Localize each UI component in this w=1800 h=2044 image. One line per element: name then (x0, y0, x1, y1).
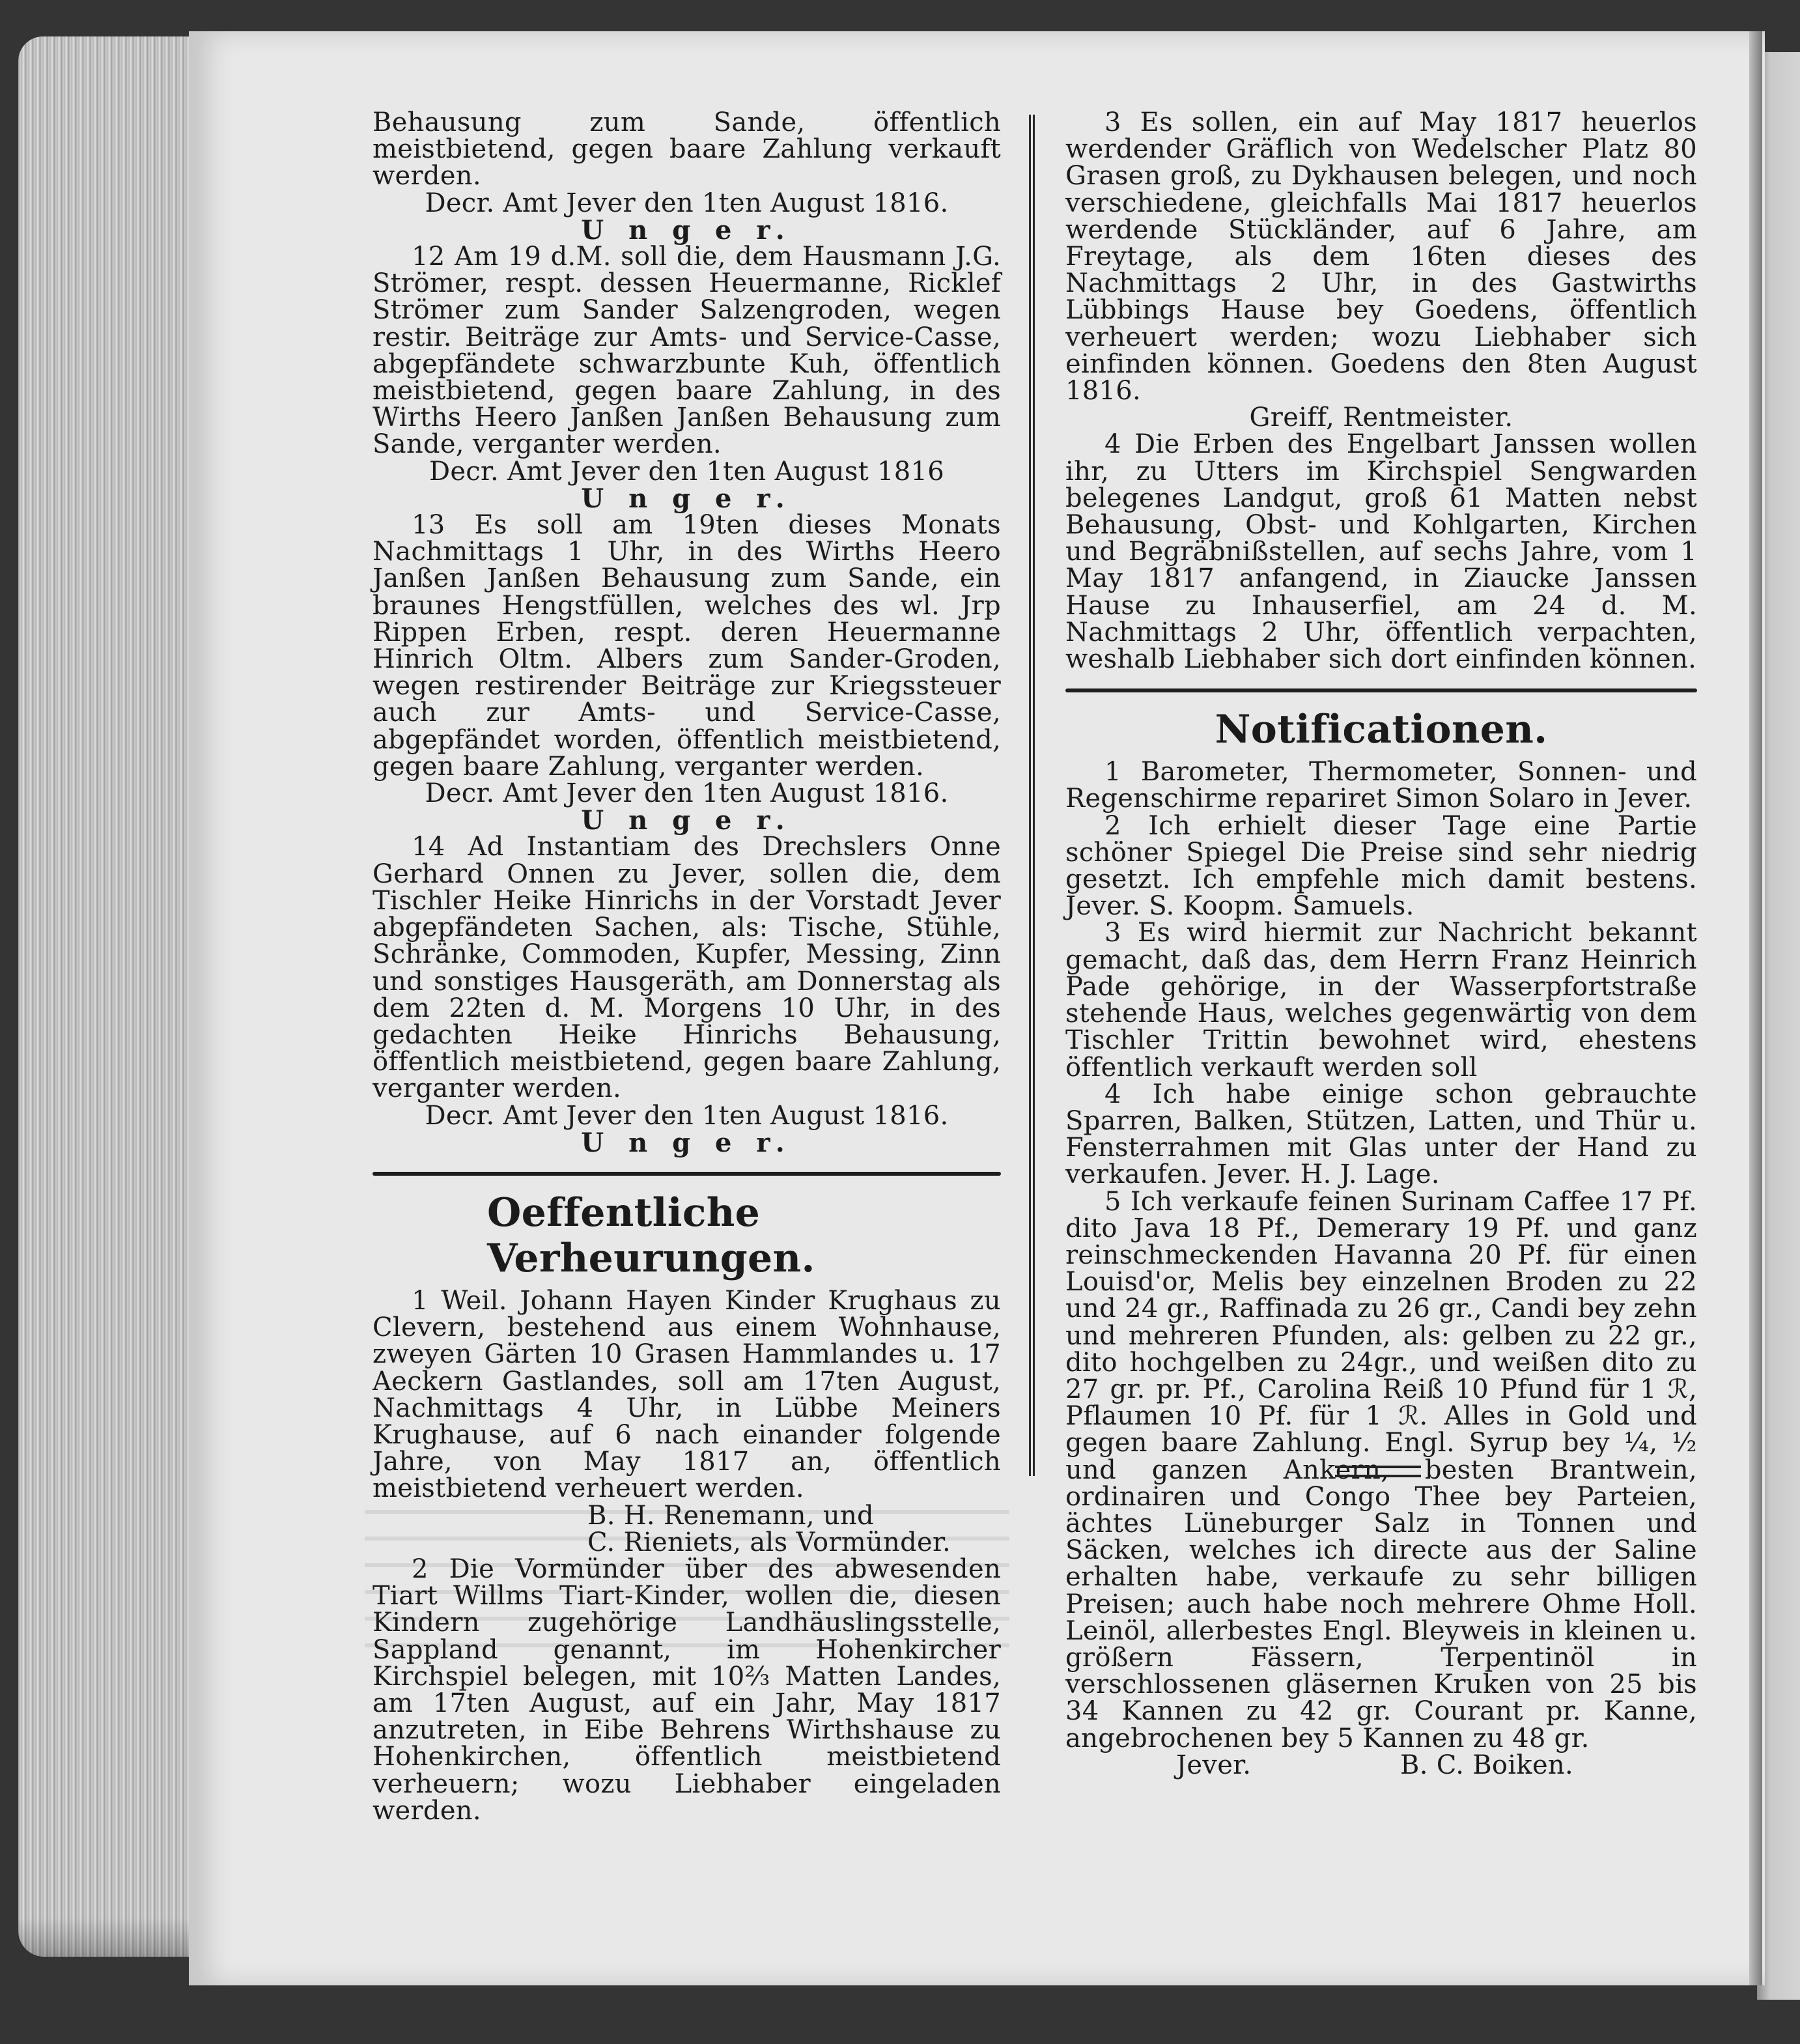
notice-paragraph: 4 Ich habe einige schon gebrauchte Sparren, Balken, Stützen, Latten, und Thür u. Fensterrahmen mit Glas unter der Hand zu verkaufen. Jever. H. J. Lage. (1065, 1079, 1697, 1190)
book-page-edges (18, 36, 214, 1957)
notice-paragraph: 4 Die Erben des Engelbart Janssen wollen ihr, zu Utters im Kirchspiel Sengwarden belegenes Landgut, groß 61 Matten nebst Behausung, Obst- und Kohlgarten, Kirchen und Begräbnißstellen, auf sechs Jahre, vom 1 May 1817 anfangend, in Ziaucke Janssen Hause zu Inhauserfiel, am 24 d. M. Nachmittags 2 Uhr, öffentlich verpachten, weshalb Liebhaber sich dort einfinden können. (1065, 429, 1697, 675)
column-divider (1029, 115, 1035, 1476)
section-heading: Notificationen. (1215, 707, 1548, 753)
notice-paragraph: Behausung zum Sande, öffentlich meistbietend, gegen baare Zahlung verkauft werden. (373, 107, 1001, 192)
signature: B. C. Boiken. (1400, 1750, 1573, 1780)
section-heading: Oeffentliche Verheurungen. (487, 1189, 815, 1281)
signature: C. Rieniets, als Vormünder. (587, 1527, 951, 1557)
place-name: Jever. (1176, 1750, 1252, 1780)
notice-paragraph: 2 Die Vormünder über des abwesenden Tiart Willms Tiart-Kinder, wollen die, diesen Kindern zugehörige Landhäuslingsstelle, Sappland genannt, im Hohenkircher Kirchspiel belegen, mit 10⅔ Matten Landes, am 17ten August, auf ein Jahr, May 1817 anzutreten, in Eibe Behrens Wirthshause zu Hohenkirchen, öffentlich meistbietend verheuern; wozu Liebhaber eingeladen werden. (373, 1554, 1001, 1826)
notice-paragraph: 3 Es wird hiermit zur Nachricht bekannt gemacht, daß das, dem Herrn Franz Heinrich Pade gehörige, in der Wasserpfortstraße stehende Haus, welches gegenwärtig von dem Tischler Trittin bewohnet wird, ehestens öffentlich verkauft werden soll (1065, 918, 1697, 1083)
signature-line (1065, 1752, 1697, 1779)
end-rule (1335, 1466, 1421, 1477)
section-rule (373, 1172, 1001, 1176)
notice-paragraph: 1 Weil. Johann Hayen Kinder Krughaus zu Clevern, bestehend aus einem Wohnhause, zweyen Gärten 10 Grasen Hammlandes u. 17 Aeckern Gastlandes, soll am 17ten August, Nachmittags 4 Uhr, in Lübbe Meiners Krughause, auf 6 nach einander folgende Jahre, von May 1817 an, öffentlich meistbietend verheuert werden. (373, 1285, 1001, 1504)
decree-date: Decr. Amt Jever den 1ten August 1816 (429, 456, 945, 487)
notice-paragraph: 3 Es sollen, ein auf May 1817 heuerlos werdender Gräflich von Wedelscher Platz 80 Grasen groß, zu Dykhausen belegen, und noch verschiedene, gleichfalls Mai 1817 heuerlos werdende Stückländer, auf 6 Jahre, am Freytage, als dem 16ten dieses des Nachmittags 2 Uhr, in des Gastwirths Lübbings Hause bey Goedens, öffentlich verheuert werden; wozu Liebhaber sich einfinden können. Goedens den 8ten August 1816. (1065, 107, 1697, 406)
gutter-shadow (1749, 31, 1762, 1985)
notice-paragraph: 2 Ich erhielt dieser Tage eine Partie schöner Spiegel Die Preise sind sehr niedrig gesetzt. Ich empfehle mich damit bestens. Jever. S. Koopm. Samuels. (1065, 810, 1697, 922)
section-rule (1065, 688, 1697, 692)
decree-date: Decr. Amt Jever den 1ten August 1816. (425, 778, 949, 809)
notice-paragraph: 14 Ad Instantiam des Drechslers Onne Gerhard Onnen zu Jever, sollen die, dem Tischler Heike Hinrichs in der Vorstadt Jever abgepfändeten Sachen, als: Tische, Stühle, Schränke, Commoden, Kupfer, Messing, Zinn und sonstiges Hausgeräth, am Donnerstag als dem 22ten d. M. Morgens 10 Uhr, in des gedachten Heike Hinrichs Behausung, öffentlich meistbietend, gegen baare Zahlung, verganter werden. (373, 832, 1001, 1104)
decree-date: Decr. Amt Jever den 1ten August 1816. (425, 188, 949, 218)
signature: U n g e r. (581, 214, 793, 246)
left-column (373, 109, 1001, 1824)
notice-paragraph: 12 Am 19 d.M. soll die, dem Hausmann J.G. Strömer, respt. dessen Heuermanne, Ricklef Strömer zum Sander Salzengroden, wegen restir. Beiträge zur Amts- und Service-Casse, abgepfändete schwarzbunte Kuh, öffentlich meistbietend, gegen baare Zahlung, in des Wirths Heero Janßen Janßen Behausung zum Sande, verganter werden. (373, 242, 1001, 460)
signature: U n g e r. (581, 1127, 793, 1158)
decree-date: Decr. Amt Jever den 1ten August 1816. (425, 1100, 949, 1131)
notice-paragraph: 13 Es soll am 19ten dieses Monats Nachmittags 1 Uhr, in des Wirths Heero Janßen Janßen Behausung zum Sande, ein braunes Hengstfüllen, welches des wl. Jrp Rippen Erben, respt. deren Heuermanne Hinrich Oltm. Albers zum Sander-Groden, wegen restirender Beiträge zur Kriegssteuer auch zur Amts- und Service-Casse, abgepfändet worden, öffentlich meistbietend, gegen baare Zahlung, verganter werden. (373, 510, 1001, 782)
signature: U n g e r. (581, 483, 793, 514)
signature: U n g e r. (581, 805, 793, 836)
notice-paragraph: 1 Barometer, Thermometer, Sonnen- und Regenschirme repariret Simon Solaro in Jever. (1065, 757, 1697, 814)
signature: B. H. Renemann, und (587, 1500, 874, 1531)
signature: Greiff, Rentmeister. (1249, 403, 1513, 433)
notice-paragraph: 5 Ich verkaufe feinen Surinam Caffee 17 Pf. dito Java 18 Pf., Demerary 19 Pf. und ganz reinschmeckenden Havanna 20 Pf. für einen Louisd'or, Melis bey einzelnen Broden zu 22 und 24 gr., Raffinada zu 26 gr., Candi bey zehn und mehreren Pfunden, als: gelben zu 22 gr., dito hochgelben zu 24gr., und weißen dito zu 27 gr. pr. Pf., Carolina Reiß 10 Pfund für 1 ℛ, Pflaumen 10 Pf. für 1 ℛ. Alles in Gold und gegen baare Zahlung. Engl. Syrup bey ¼, ½ und ganzen Ankern, besten Brantwein, ordinairen und Congo Thee bey Parteien, ächtes Lüneburger Salz in Tonnen und Säcken, welches ich directe aus der Saline erhalten habe, verkaufe zu sehr billigen Preisen; auch habe noch mehrere Ohme Holl. Leinöl, allerbestes Engl. Bleyweis in kleinen u. größern Fässern, Terpentinöl in verschlossenen gläsernen Kruken von 25 bis 34 Kannen zu 42 gr. Courant pr. Kanne, angebrochenen bey 5 Kannen zu 48 gr. (1065, 1186, 1697, 1753)
right-column (1065, 109, 1697, 1779)
